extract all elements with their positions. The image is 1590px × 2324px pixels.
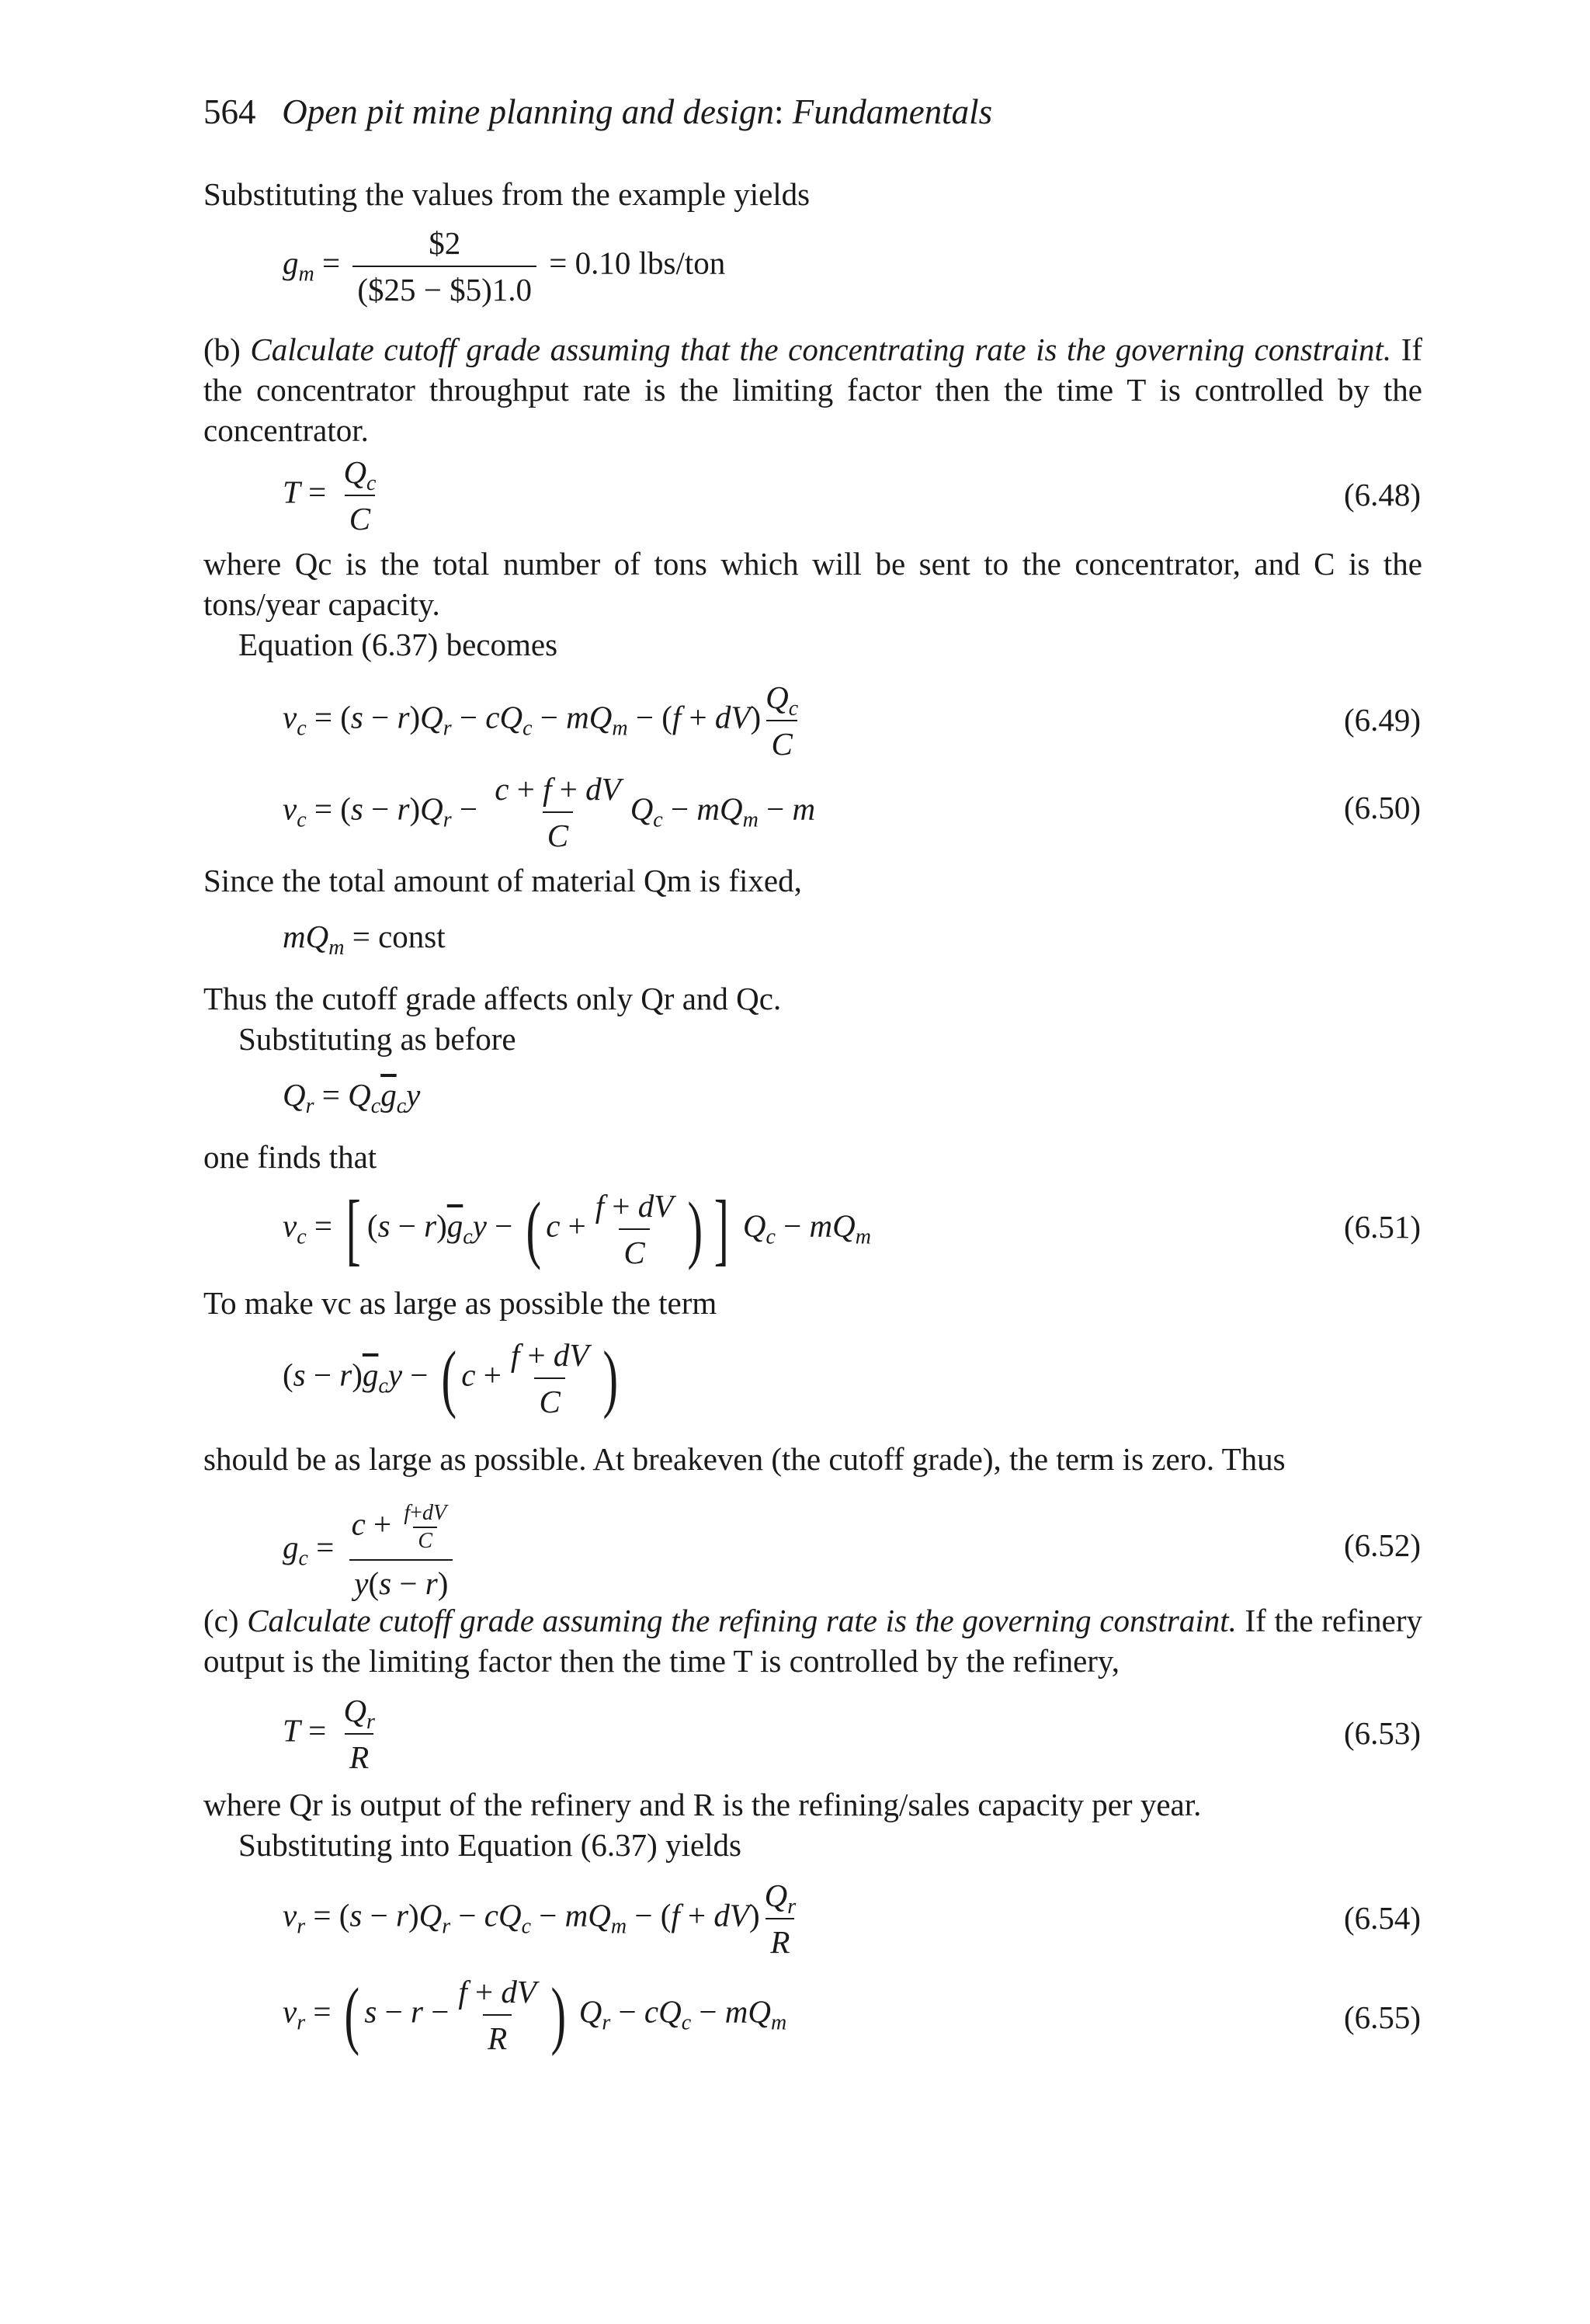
eq-number-6-50: (6.50) <box>1343 790 1421 825</box>
part-label-c: (c) <box>203 1603 239 1638</box>
eq-number-6-54: (6.54) <box>1343 1900 1421 1936</box>
running-title: Open pit mine planning and design <box>282 92 774 131</box>
gm-numerator: $2 <box>429 225 461 261</box>
equation-gm: $g_m$ = $\frac{\$2}{(\$25 - \$5)1.0}$ = 0.10 lbs/ton <box>283 225 726 307</box>
page-number: 564 <box>203 92 256 131</box>
paragraph-9: To make vc as large as possible the term <box>203 1285 717 1321</box>
paragraph-5: Since the total amount of material Qm is fixed, <box>203 863 802 898</box>
eq-number-6-49: (6.49) <box>1343 702 1421 738</box>
equation-6-52: $g_c$ = c + $\frac{f+dV}{C}$ y(s − r) <box>283 1500 460 1601</box>
paragraph-13: Substituting into Equation (6.37) yields <box>238 1827 742 1863</box>
eq-number-6-55: (6.55) <box>1343 1999 1421 2035</box>
part-c-heading: Calculate cutoff grade assuming the refining rate is the governing constraint. <box>247 1603 1237 1638</box>
equation-6-51: $v_c$ = [ $(s - r)\overline{g}_cy$ − ( c + $\frac{f + dV}{C}$ ) ] $Q_c - mQ_m$ <box>283 1184 871 1273</box>
gm-result: = 0.10 lbs/ton <box>549 245 726 281</box>
equation-6-55: $v_r$ = ( s − r − $\frac{f + dV}{R}$ ) $Q_r - cQ_c - mQ_m$ <box>283 1973 787 2057</box>
eq-number-6-52: (6.52) <box>1343 1527 1421 1563</box>
running-header <box>203 92 992 132</box>
paragraph-10: should be as large as possible. At breakeven (the cutoff grade), the term is zero. Thus <box>203 1441 1286 1477</box>
paragraph-1: Substituting the values from the example yields <box>203 176 811 212</box>
running-subtitle: : Fundamentals <box>773 92 993 131</box>
equation-6-53: T = $\frac{Q_r}{R}$ <box>283 1693 375 1775</box>
equation-6-49: $v_c = (s - r)Q_r - cQ_c - mQ_m - (f + dV)$ $\frac{Q_c}{C}$ <box>283 679 799 762</box>
equation-qr: $Q_r = Q_c\overline{g}_cy$ <box>283 1077 421 1118</box>
eq-number-6-51: (6.51) <box>1343 1209 1421 1245</box>
paragraph-b <box>203 329 1422 450</box>
paragraph-c <box>203 1600 1422 1681</box>
equation-mqm-const: $mQ_m$ = const <box>283 919 446 960</box>
part-b-heading: Calculate cutoff grade assuming that the concentrating rate is the governing constraint. <box>250 332 1392 367</box>
paragraph-6: Thus the cutoff grade affects only Qr and Qc. <box>203 981 782 1016</box>
paragraph-4: Equation (6.37) becomes <box>238 627 558 662</box>
gm-denominator: ($25 − $5)1.0 <box>352 266 536 307</box>
eq-number-6-48: (6.48) <box>1343 477 1421 512</box>
part-b-text: If the concentrator throughput rate is the limiting factor then the time T is controlled by the concentrator. <box>203 332 1423 448</box>
paragraph-7: Substituting as before <box>238 1021 516 1057</box>
equation-6-54: $v_r = (s - r)Q_r - cQ_c - mQ_m - (f + dV)$ $\frac{Q_r}{R}$ <box>283 1878 797 1960</box>
part-label-b: (b) <box>203 332 241 367</box>
eq-number-6-53: (6.53) <box>1343 1715 1421 1751</box>
const-text: = const <box>352 919 446 954</box>
equation-term: $(s - r)\overline{g}_cy$ − ( c + $\frac{f + dV}{C}$ ) <box>283 1336 619 1420</box>
paragraph-8: one finds that <box>203 1139 377 1175</box>
equation-6-48: T = $\frac{Q_c}{C}$ <box>283 454 377 537</box>
equation-6-50: $v_c = (s - r)Q_r$ − $\frac{c + f + dV}{C}$ $Q_c - mQ_m - m$ <box>283 771 816 853</box>
paragraph-3: where Qc is the total number of tons which will be sent to the concentrator, and C is the tons/year capacity. <box>203 546 1422 622</box>
paragraph-12: where Qr is output of the refinery and R is the refining/sales capacity per year. <box>203 1787 1202 1822</box>
part-c-text: If the refinery output is the limiting factor then the time T is controlled by the refinery, <box>203 1603 1423 1679</box>
